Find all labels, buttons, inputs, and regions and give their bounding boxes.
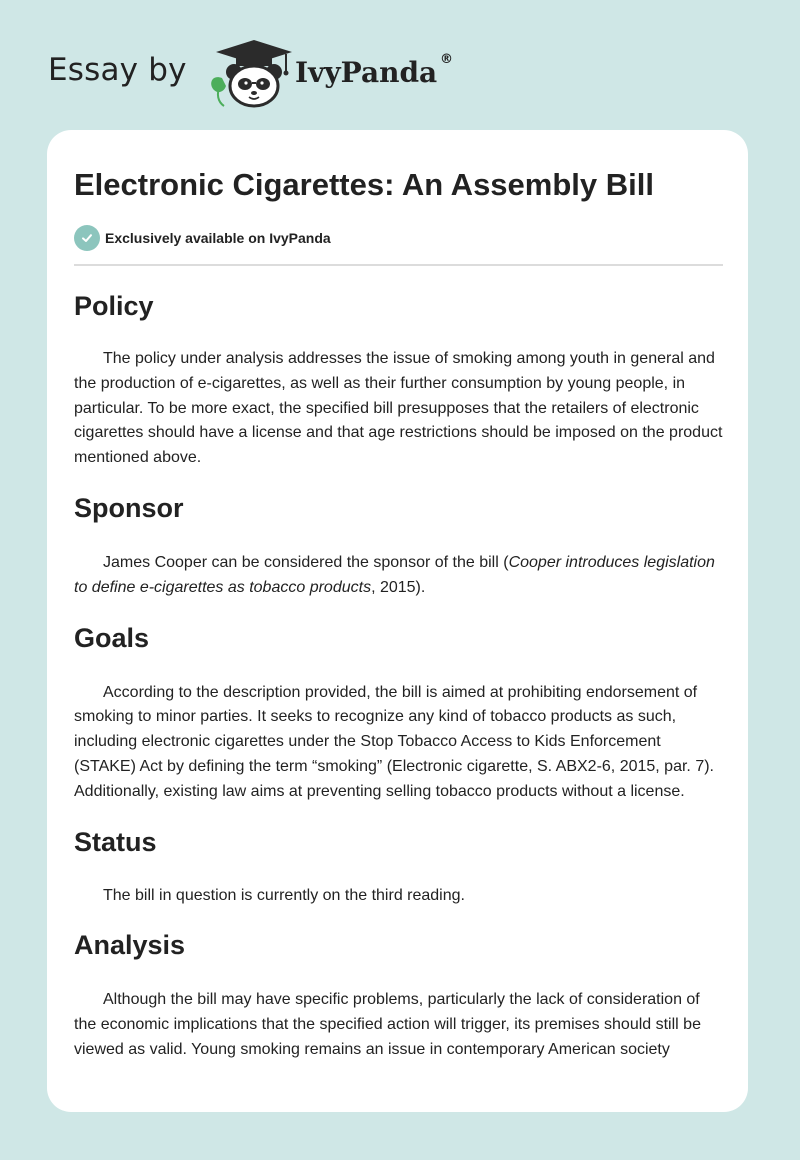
section-text-goals: According to the description provided, the bill is aimed at prohibiting endorsement of smoking to minor parties. It seeks to recognize any kind of tobacco products as such, including electronic cigarettes under the Stop Tobacco Access to Kids Enforcement (STAKE) Act by defining the term “smoking” (Electronic cigarette, S. ABX2-6, 2015, par. 7). Additionally, existing law aims at preventing selling tobacco products without a license. xyxy=(74,683,714,800)
essay-card xyxy=(47,130,748,1112)
brand-name: IvyPanda xyxy=(295,56,438,89)
section-text-status: The bill in question is currently on the third reading. xyxy=(103,886,465,904)
section-text-policy: The policy under analysis addresses the issue of smoking among youth in general and the production of e-cigarettes, as well as their further consumption by young people, in particular. To be more exact, the specified bill presupposes that the retailers of electronic cigarettes should have a license and that age restrictions should be imposed on the product mentioned above. xyxy=(74,350,723,467)
section-heading-goals: Goals xyxy=(74,622,150,653)
section-heading-status: Status xyxy=(74,826,157,857)
check-circle-icon xyxy=(74,225,100,251)
section-text-sponsor xyxy=(74,551,724,601)
exclusive-label: Exclusively available on IvyPanda xyxy=(105,230,331,246)
section-heading-policy: Policy xyxy=(74,291,154,321)
site-header-brand[interactable] xyxy=(48,34,508,114)
panda-graduate-logo-icon xyxy=(200,34,300,110)
sponsor-text-lead: James Cooper can be considered the sponsor of the bill ( xyxy=(103,553,509,571)
essay-content xyxy=(74,130,724,1063)
section-heading-sponsor: Sponsor xyxy=(74,492,184,523)
section-heading-analysis: Analysis xyxy=(74,930,186,961)
exclusive-badge xyxy=(74,224,724,252)
brand-registered-mark: ® xyxy=(440,52,453,67)
section-text-analysis: Although the bill may have specific problems, particularly the lack of consideration of the economic implications that the specified action will trigger, its premises should still be viewed as valid. Young smoking remains an issue in contemporary American society xyxy=(74,991,701,1058)
page-title: Electronic Cigarettes: An Assembly Bill xyxy=(74,167,654,202)
sponsor-text-tail: , 2015). xyxy=(371,578,426,596)
title-divider xyxy=(74,264,723,266)
brand-prefix: Essay by xyxy=(48,52,187,88)
sponsor-citation: Cooper introduces legislation to define e-cigarettes as tobacco products xyxy=(74,553,715,596)
